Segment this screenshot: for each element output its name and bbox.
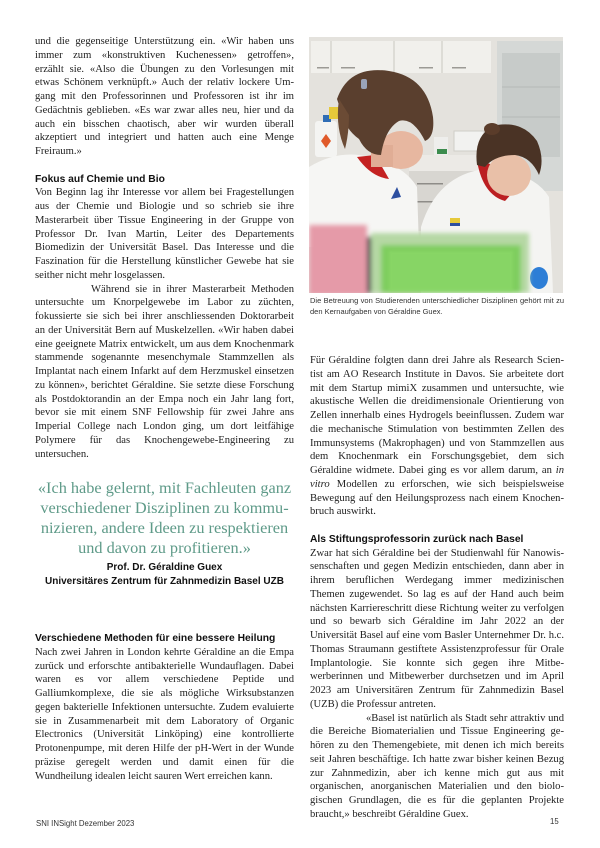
footer-publication: SNI INSight Dezember 2023	[36, 819, 135, 828]
section-heading-stiftungsprofessorin: Als Stiftungsprofessorin zurück nach Basel	[310, 533, 524, 545]
left-column-section2	[35, 632, 294, 783]
photo-caption: Die Betreuung von Studierenden unterschiedlicher Disziplinen gehört mit zu den Kernaufgaben von Géraldine Guex.	[310, 296, 564, 316]
section-heading-methoden: Verschiedene Methoden für eine bessere Heilung	[35, 633, 276, 644]
right-paragraph1	[310, 354, 564, 519]
left-column	[35, 35, 294, 461]
lab-photo-illustration	[309, 37, 563, 293]
lab-photo	[309, 37, 563, 293]
section3-paragraph1: Zwar hat sich Géraldine bei der Studienwahl für Nanowissenschaften und gegen Medizin entschieden, dann aber in ihrem beruflichen Werdegang immer medizinischen Themen zugewendet. So lag es auf der Hand auch beim nächsten Karriereschritt diese Richtung weiter zu verfolgen und so bewarb sich Géraldine im Jahr 2022 an der Universität Basel auf eine vom Basler Unternehmer Dr. h.c. Thomas Straumann gestiftete Assistenzprofessur für Orale Implantologie. Sie konnte sich gegen ihre Mitbewerberinnen und Mitbewerber durchsetzen und im April 2023 am Universitären Zentrum für Zahnmedizin Basel (UZB) die Professur antreten.	[310, 547, 564, 710]
section1-paragraph2: Während sie in ihrer Masterarbeit Methoden untersuchte um Knorpelgewebe im Labor zu züchten, fokussierte sie sich bei ihrer anschliessenden Doktorarbeit an der Universität Bern auf Muskelzellen. «Wir haben dabei eine geeignete Matrix entwickelt, um aus dem Knochenmark stammende sogenannte mesenchymale Stammzellen als Implantat nach einem Infarkt auf dem Herzmuskel einsetzen zu können», berichtet Géraldine. Sie setzte diese Forschung als Postdoktorandin an der Empa noch ein Jahr lang fort, bevor sie mit einem SNF Fellowship für zwei Jahre ans Imperial College nach London ging, um dort leitfähige Polymere für das Knochengewebe-Engineering zu untersuchen.	[35, 283, 294, 460]
right-paragraph1-part1: Für Géraldine folgten dann drei Jahre als Research Scientist am AO Research Institute in Davos. Sie arbeitete dort mit dem Startup mimiX zusammen und untersuchte, wie akustische Wellen die dreidimensionale Orientierung von Zellen innerhalb eines Hydrogels beeinflussen. Zudem war die mechanische Stimulation von bestimmten Zellen des Immunsystems (Makrophagen) und von Stammzellen aus dem Knochenmark ein Forschungsgebiet, dem sich Géraldine widmete. Dabei ging es vor allem darum, an	[310, 355, 564, 476]
page-number: 15	[550, 817, 559, 826]
quote-author-affiliation: Universitäres Zentrum für Zahnmedizin Basel UZB	[45, 575, 284, 587]
right-paragraph1-part2: Modellen zu erforschen, wie sich beispielsweise Bewegung auf den Heilungsprozess nach einem Knochenbruch auswirkt.	[310, 478, 564, 518]
section1-paragraph1: Von Beginn lag ihr Interesse vor allem bei Fragestellungen aus der Chemie und Biologie und so schrieb sie ihre Masterarbeit über Tissue Engineering in der Gruppe von Professor Dr. Ivan Martin, Leiter des Departements Biomedizin der Universität Basel. Das Interesse und die Faszination für die Herstellung künstlicher Gewebe hat sie seither nicht mehr losgelassen.	[35, 187, 294, 281]
pull-quote: «Ich habe gelernt, mit Fachleuten ganz verschiedener Disziplinen zu kommunizieren, andere Ideen zu respektieren und davon zu profitieren.»	[37, 478, 292, 557]
section3-paragraph2: «Basel ist natürlich als Stadt sehr attraktiv und die Bereiche Biomaterialien und Tissue Engineering gehören zu den Themengebiete, mit denen ich mich bereits seit Jahren beschäftige. Ich hatte zwar bisher keinen Bezug zur Zahnmedizin, aber ich kenne mich gut aus mit organischen, anorganischen Materialien und den biologischen Grundlagen, die es für die geplanten Projekte braucht,» beschreibt Géraldine Guex.	[310, 712, 564, 820]
pull-quote-attribution	[35, 561, 294, 588]
quote-author-name: Prof. Dr. Géraldine Guex	[106, 562, 223, 573]
intro-paragraph: und die gegenseitige Unterstützung ein. «Wir haben uns immer zum «konstruktiven Kuchenessen» getroffen», erzählt sie. «Also die Übungen zu den Vorlesungen mit etwas Schönem verknüpft.» Auch der relativ lockere Umgang mit den Professorinnen und Professoren ist ihr im Gedächtnis geblieben. «Es war zwar alles neu, hier und da auch ein bisschen chaotisch, aber wir wurden überall akzeptiert und integriert und hatten auch eine Menge Freiraum.»	[35, 36, 294, 157]
in-vitro-italic: in vitro	[310, 465, 564, 490]
right-column	[310, 354, 564, 822]
section-heading-chemie-bio: Fokus auf Chemie und Bio	[35, 173, 165, 185]
section2-paragraph: Nach zwei Jahren in London kehrte Géraldine an die Empa zurück und erforschte antibakterielle Wundauflagen. Dabei waren es vor allem verschiedene Peptide und Galliumkomplexe, die sie als mögliche Wirksubstanzen gegen bakterielle Infektionen untersuchte. Zudem evaluierte sie in Zusammenarbeit mit dem Laboratory of Organic Electronics (Universität Linköping) eine kontrollierte Protonenpumpe, mit deren Hilfe der pH-Wert in der Wunde präzise geregelt werden und damit einen für die Wundheilung idealen leicht sauren Wert erreichen kann.	[35, 646, 294, 782]
